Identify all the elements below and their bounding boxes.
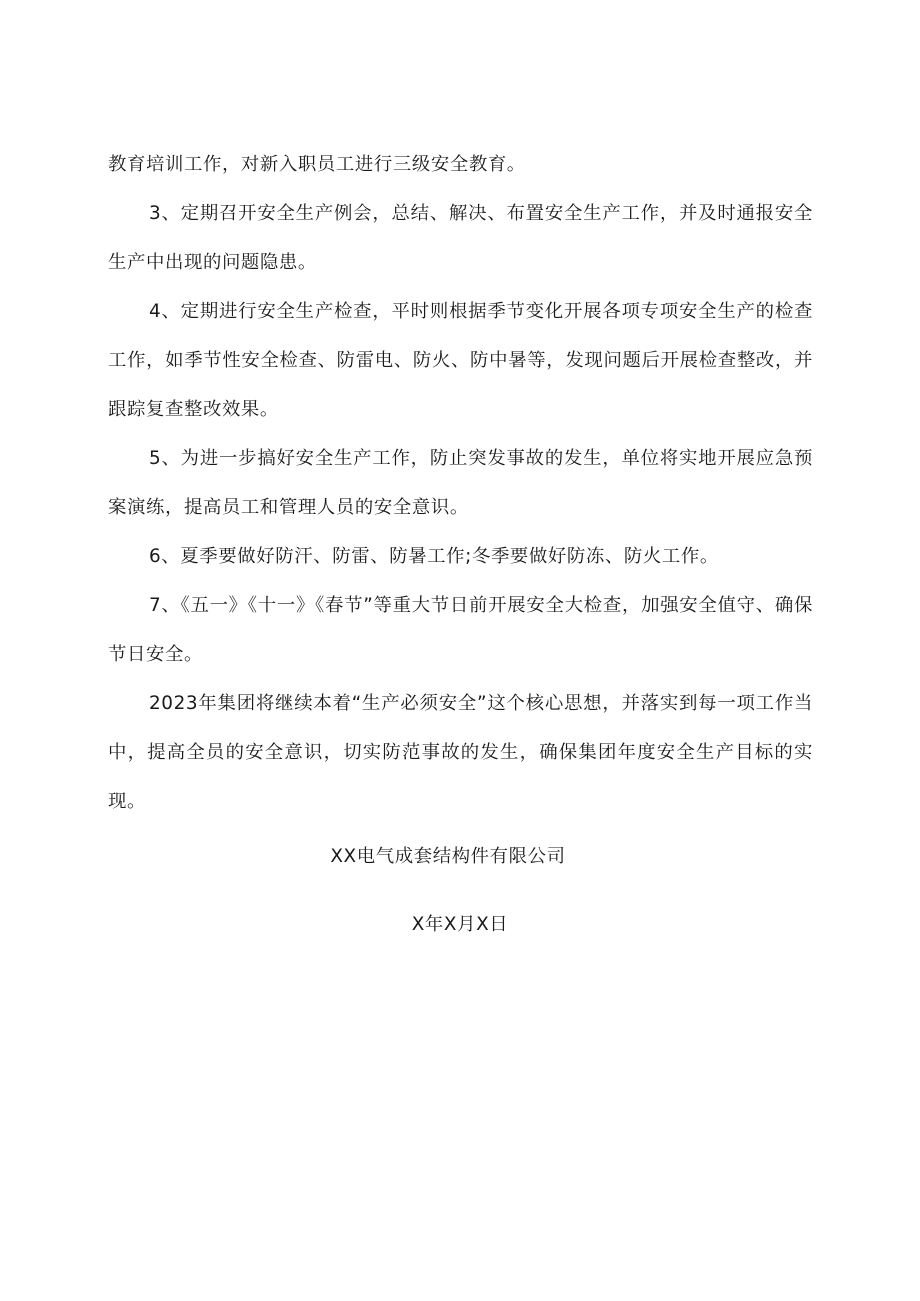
paragraph-item-5: 5、为进一步搞好安全生产工作，防止突发事故的发生，单位将实地开展应急预案演练，提高员工和管理人员的安全意识。 bbox=[108, 448, 813, 518]
signature-date: X年X月X日 bbox=[411, 914, 509, 935]
paragraph-item-7: 7、《五一》《十一》《春节”等重大节日前开展安全大检查，加强安全值守、确保节日安全。 bbox=[108, 595, 813, 665]
paragraph-item-4: 4、定期进行安全生产检查，平时则根据季节变化开展各项专项安全生产的检查工作，如季节性安全检查、防雷电、防火、防中暑等，发现问题后开展检查整改，并跟踪复查整改效果。 bbox=[108, 301, 813, 420]
paragraph-item-6: 6、夏季要做好防汗、防雷、防暑工作;冬季要做好防冻、防火工作。 bbox=[149, 546, 719, 567]
document-body bbox=[108, 140, 813, 826]
company-signature: XX电气成套结构件有限公司 bbox=[330, 846, 566, 867]
paragraph-item-3: 3、定期召开安全生产例会，总结、解决、布置安全生产工作，并及时通报安全生产中出现的问题隐患。 bbox=[108, 203, 813, 273]
paragraph-continuation: 教育培训工作，对新入职员工进行三级安全教育。 bbox=[108, 154, 526, 175]
paragraph-conclusion: 2023年集团将继续本着“生产必须安全”这个核心思想，并落实到每一项工作当中，提高全员的安全意识，切实防范事故的发生，确保集团年度安全生产目标的实现。 bbox=[108, 693, 813, 812]
